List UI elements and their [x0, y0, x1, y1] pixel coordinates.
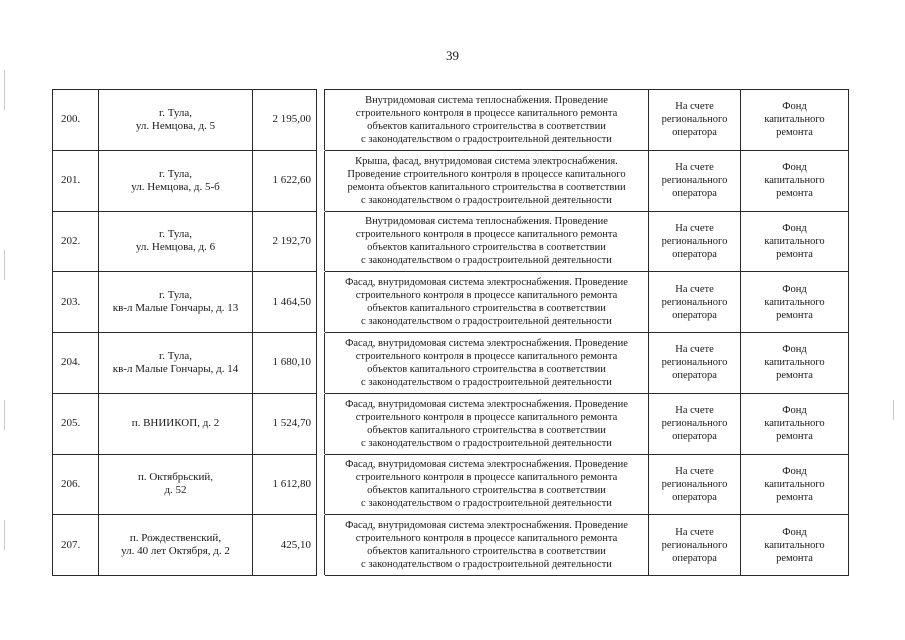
column-gap [317, 333, 325, 394]
account-line: оператора [672, 127, 717, 139]
works-cell [325, 333, 649, 394]
works-cell [325, 90, 649, 151]
works-line: строительного контроля в процессе капитального ремонта [355, 290, 618, 302]
table-row [53, 272, 849, 333]
fund-line: ремонта [776, 552, 813, 564]
column-gap [317, 211, 325, 272]
column-gap [317, 454, 325, 515]
area-value: 1 524,70 [272, 417, 311, 430]
works-line: с законодательством о градостроительной деятельности [361, 559, 612, 571]
fund-line: ремонта [776, 431, 813, 443]
works-cell [325, 454, 649, 515]
works-line: объектов капитального строительства в соответствии [367, 120, 606, 132]
repair-works-table [52, 89, 849, 576]
fund-line: ремонта [776, 370, 813, 382]
works-line: строительного контроля в процессе капитального ремонта [355, 533, 618, 545]
area-value: 1 622,60 [272, 174, 311, 187]
column-gap [317, 90, 325, 151]
scan-margin-mark [4, 400, 5, 430]
area-value: 1 464,50 [272, 295, 311, 308]
account-line: оператора [672, 309, 717, 321]
row-number: 202. [61, 234, 81, 247]
works-line: с законодательством о градостроительной деятельности [361, 376, 612, 388]
fund-line: ремонта [776, 127, 813, 139]
row-number: 207. [61, 538, 81, 551]
account-cell [649, 150, 741, 211]
account-line: оператора [672, 370, 717, 382]
area-value: 2 195,00 [272, 113, 311, 126]
area-cell [253, 515, 317, 576]
area-cell [253, 393, 317, 454]
works-line: строительного контроля в процессе капитального ремонта [355, 472, 618, 484]
fund-line: Фонд [782, 101, 807, 113]
row-number-cell [53, 454, 99, 515]
column-gap [317, 150, 325, 211]
area-value: 2 192,70 [272, 234, 311, 247]
account-line: оператора [672, 431, 717, 443]
address-line: д. 52 [164, 484, 187, 497]
address-line: п. ВНИИКОП, д. 2 [131, 417, 220, 430]
account-cell [649, 272, 741, 333]
fund-line: капитального [764, 175, 825, 187]
address-line: г. Тула, [158, 167, 193, 180]
row-number: 203. [61, 295, 81, 308]
works-line: объектов капитального строительства в соответствии [367, 424, 606, 436]
row-number-cell [53, 211, 99, 272]
works-line: Внутридомовая система теплоснабжения. Проведение [365, 216, 608, 228]
column-gap [317, 272, 325, 333]
column-gap [317, 393, 325, 454]
address-line: ул. Немцова, д. 5-б [131, 180, 220, 193]
fund-line: Фонд [782, 465, 807, 477]
area-value: 425,10 [280, 538, 311, 551]
account-line: оператора [672, 491, 717, 503]
address-line: кв-л Малые Гончары, д. 13 [112, 302, 239, 315]
fund-line: Фонд [782, 526, 807, 538]
account-line: регионального [661, 357, 728, 369]
scan-margin-mark [4, 250, 5, 280]
table-row [53, 333, 849, 394]
account-line: На счете [675, 405, 714, 417]
works-line: с законодательством о градостроительной деятельности [361, 133, 612, 145]
works-cell [325, 393, 649, 454]
account-line: На счете [675, 162, 714, 174]
fund-line: капитального [764, 235, 825, 247]
fund-line: Фонд [782, 344, 807, 356]
address-line: п. Рождественский, [129, 532, 222, 545]
fund-line: капитального [764, 114, 825, 126]
works-line: с законодательством о градостроительной деятельности [361, 255, 612, 267]
works-line: строительного контроля в процессе капитального ремонта [355, 107, 618, 119]
table-row [53, 393, 849, 454]
row-number: 206. [61, 477, 81, 490]
address-line: ул. Немцова, д. 6 [135, 241, 216, 254]
fund-line: ремонта [776, 248, 813, 260]
works-line: Крыша, фасад, внутридомовая система электроснабжения. [355, 155, 618, 167]
area-value: 1 680,10 [272, 356, 311, 369]
address-cell [99, 211, 253, 272]
address-cell [99, 393, 253, 454]
scan-margin-mark [893, 400, 894, 420]
works-cell [325, 211, 649, 272]
address-line: г. Тула, [158, 228, 193, 241]
account-line: На счете [675, 344, 714, 356]
fund-cell [741, 333, 849, 394]
row-number: 201. [61, 174, 81, 187]
area-cell [253, 211, 317, 272]
area-cell [253, 333, 317, 394]
works-line: ремонта объектов капитального строительства в соответствии [347, 181, 626, 193]
account-line: регионального [661, 296, 728, 308]
row-number: 204. [61, 356, 81, 369]
fund-cell [741, 393, 849, 454]
account-line: На счете [675, 465, 714, 477]
row-number-cell [53, 333, 99, 394]
account-cell [649, 211, 741, 272]
address-cell [99, 150, 253, 211]
fund-line: ремонта [776, 309, 813, 321]
account-cell [649, 333, 741, 394]
account-line: На счете [675, 526, 714, 538]
fund-cell [741, 515, 849, 576]
area-cell [253, 272, 317, 333]
works-line: с законодательством о градостроительной деятельности [361, 194, 612, 206]
row-number-cell [53, 515, 99, 576]
fund-line: Фонд [782, 222, 807, 234]
works-cell [325, 150, 649, 211]
fund-line: ремонта [776, 491, 813, 503]
address-line: г. Тула, [158, 349, 193, 362]
fund-cell [741, 150, 849, 211]
account-line: регионального [661, 114, 728, 126]
address-line: кв-л Малые Гончары, д. 14 [112, 362, 239, 375]
address-line: г. Тула, [158, 106, 193, 119]
fund-cell [741, 454, 849, 515]
address-cell [99, 272, 253, 333]
works-line: строительного контроля в процессе капитального ремонта [355, 411, 618, 423]
address-line: п. Октябрьский, [137, 471, 214, 484]
address-line: г. Тула, [158, 289, 193, 302]
works-line: строительного контроля в процессе капитального ремонта [355, 350, 618, 362]
account-line: оператора [672, 552, 717, 564]
account-line: регионального [661, 418, 728, 430]
works-line: объектов капитального строительства в соответствии [367, 242, 606, 254]
fund-line: Фонд [782, 283, 807, 295]
works-line: с законодательством о градостроительной деятельности [361, 437, 612, 449]
table-row [53, 515, 849, 576]
area-value: 1 612,80 [272, 477, 311, 490]
area-cell [253, 90, 317, 151]
account-line: На счете [675, 222, 714, 234]
works-line: Фасад, внутридомовая система электроснабжения. Проведение [345, 520, 628, 532]
area-cell [253, 454, 317, 515]
row-number: 200. [61, 113, 81, 126]
address-cell [99, 454, 253, 515]
works-line: объектов капитального строительства в соответствии [367, 485, 606, 497]
account-line: На счете [675, 101, 714, 113]
fund-line: капитального [764, 357, 825, 369]
address-line: ул. 40 лет Октября, д. 2 [121, 545, 230, 558]
works-cell [325, 515, 649, 576]
account-line: регионального [661, 539, 728, 551]
scan-margin-mark [4, 520, 5, 550]
table-row [53, 150, 849, 211]
works-line: с законодательством о градостроительной деятельности [361, 316, 612, 328]
row-number-cell [53, 150, 99, 211]
account-line: регионального [661, 175, 728, 187]
account-cell [649, 515, 741, 576]
account-line: На счете [675, 283, 714, 295]
account-line: регионального [661, 235, 728, 247]
account-line: оператора [672, 188, 717, 200]
fund-line: Фонд [782, 162, 807, 174]
address-cell [99, 90, 253, 151]
table-row [53, 454, 849, 515]
row-number-cell [53, 393, 99, 454]
works-line: объектов капитального строительства в соответствии [367, 546, 606, 558]
row-number-cell [53, 90, 99, 151]
account-line: регионального [661, 478, 728, 490]
fund-cell [741, 90, 849, 151]
works-cell [325, 272, 649, 333]
account-cell [649, 90, 741, 151]
fund-line: капитального [764, 296, 825, 308]
fund-line: капитального [764, 539, 825, 551]
address-cell [99, 515, 253, 576]
fund-line: капитального [764, 478, 825, 490]
fund-cell [741, 272, 849, 333]
works-line: объектов капитального строительства в соответствии [367, 303, 606, 315]
works-line: Внутридомовая система теплоснабжения. Проведение [365, 94, 608, 106]
account-line: оператора [672, 248, 717, 260]
works-line: Фасад, внутридомовая система электроснабжения. Проведение [345, 459, 628, 471]
works-line: строительного контроля в процессе капитального ремонта [355, 229, 618, 241]
fund-line: капитального [764, 418, 825, 430]
table-row [53, 211, 849, 272]
account-cell [649, 393, 741, 454]
works-line: Фасад, внутридомовая система электроснабжения. Проведение [345, 337, 628, 349]
scan-margin-mark [4, 70, 5, 110]
table-body [53, 90, 849, 576]
works-line: Фасад, внутридомовая система электроснабжения. Проведение [345, 398, 628, 410]
column-gap [317, 515, 325, 576]
row-number-cell [53, 272, 99, 333]
fund-line: Фонд [782, 405, 807, 417]
area-cell [253, 150, 317, 211]
works-line: объектов капитального строительства в соответствии [367, 363, 606, 375]
works-line: с законодательством о градостроительной деятельности [361, 498, 612, 510]
address-line: ул. Немцова, д. 5 [135, 119, 216, 132]
table-row [53, 90, 849, 151]
fund-cell [741, 211, 849, 272]
row-number: 205. [61, 417, 81, 430]
works-line: Проведение строительного контроля в процессе капитального [347, 168, 626, 180]
fund-line: ремонта [776, 188, 813, 200]
address-cell [99, 333, 253, 394]
page-number: 39 [446, 48, 459, 63]
works-line: Фасад, внутридомовая система электроснабжения. Проведение [345, 277, 628, 289]
account-cell [649, 454, 741, 515]
